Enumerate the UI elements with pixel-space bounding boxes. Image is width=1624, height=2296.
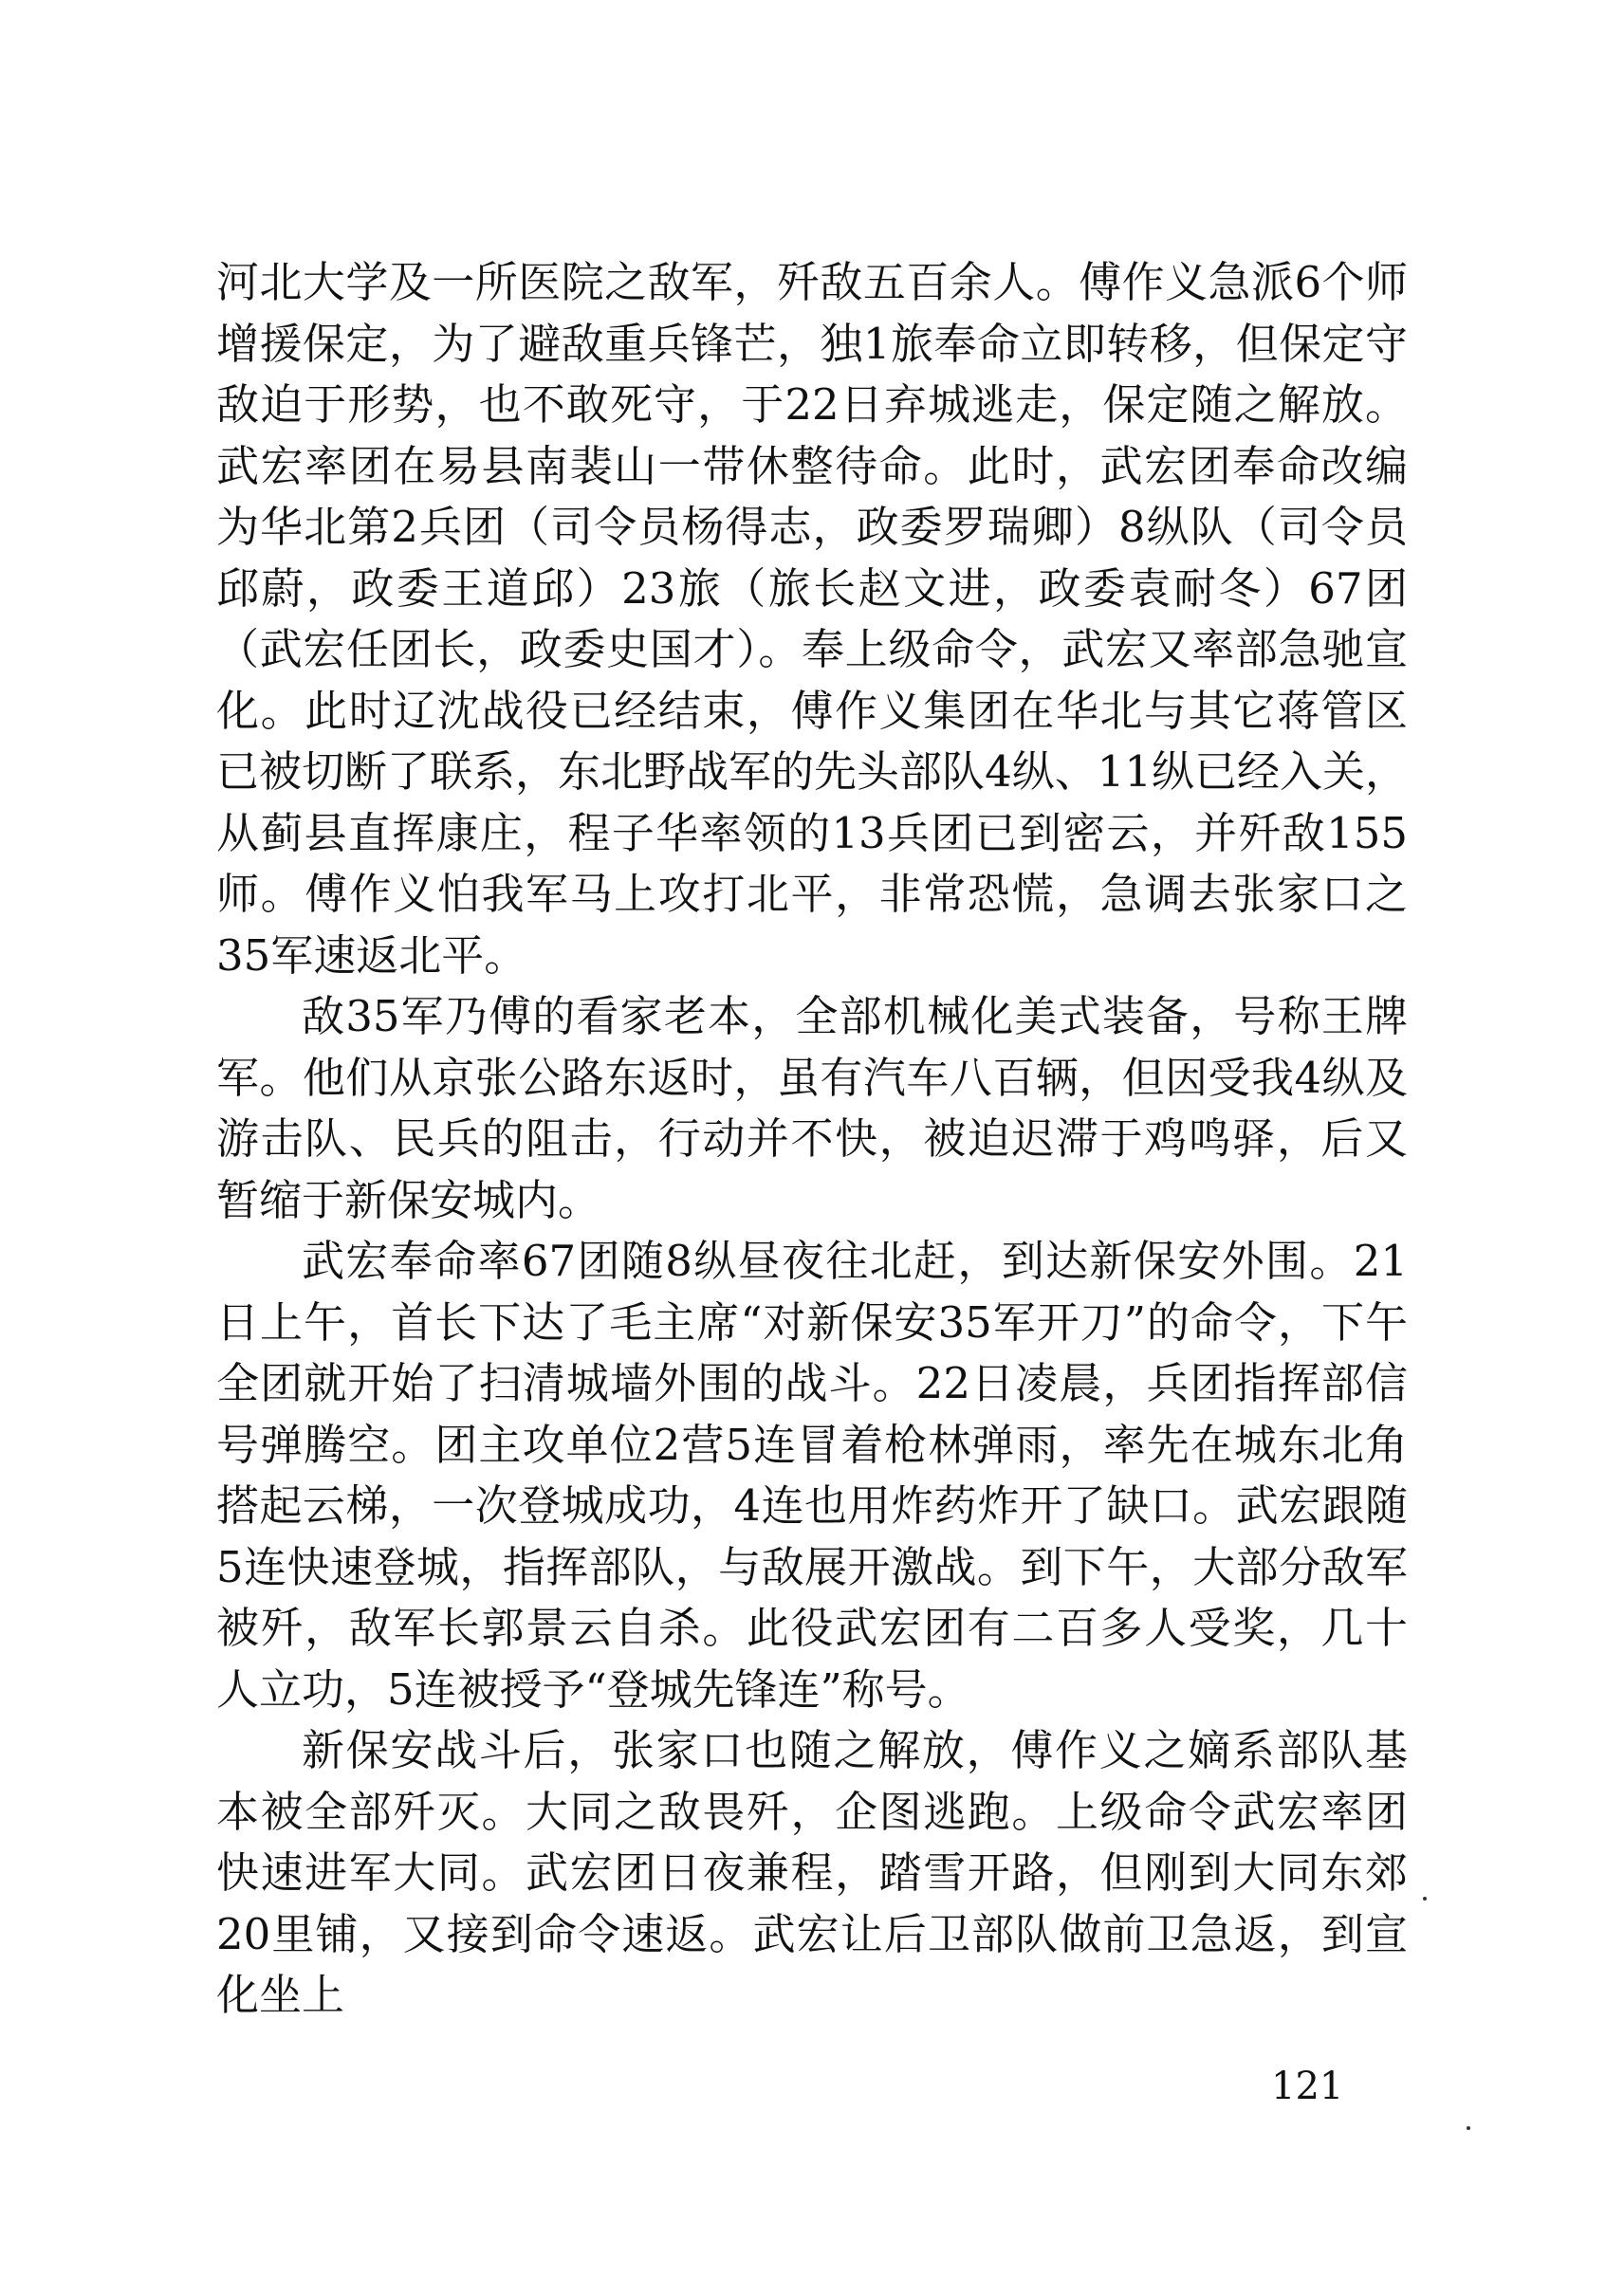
scan-speck: [1423, 1897, 1427, 1901]
body-text: [216, 252, 1408, 2027]
scan-speck: [1467, 2126, 1470, 2130]
paragraph-1: 河北大学及一所医院之敌军，歼敌五百余人。傅作义急派6个师增援保定，为了避敌重兵锋芒，独1旅奉命立即转移，但保定守敌迫于形势，也不敢死守，于22日弃城逃走，保定随之解放。武宏率团在易县南裴山一带休整待命。此时，武宏团奉命改编为华北第2兵团（司令员杨得志，政委罗瑞卿）8纵队（司令员邱蔚，政委王道邱）23旅（旅长赵文进，政委袁耐冬）67团（武宏任团长，政委史国才）。奉上级命令，武宏又率部急驰宣化。此时辽沈战役已经结束，傅作义集团在华北与其它蒋管区已被切断了联系，东北野战军的先头部队4纵、11纵已经入关，从蓟县直挥康庄，程子华率领的13兵团已到密云，并歼敌155师。傅作义怕我军马上攻打北平，非常恐慌，急调去张家口之35军速返北平。: [216, 257, 1408, 981]
paragraph-3: 武宏奉命率67团随8纵昼夜往北赶，到达新保安外围。21日上午，首长下达了毛主席“对新保安35军开刀”的命令，下午全团就开始了扫清城墙外围的战斗。22日凌晨，兵团指挥部信号弹腾空。团主攻单位2营5连冒着枪林弹雨，率先在城东北角搭起云梯，一次登城成功，4连也用炸药炸开了缺口。武宏跟随5连快速登城，指挥部队，与敌展开激战。到下午，大部分敌军被歼，敌军长郭景云自杀。此役武宏团有二百多人受奖，几十人立功，5连被授予“登城先锋连”称号。: [216, 1236, 1408, 1715]
paragraph-4: 新保安战斗后，张家口也随之解放，傅作义之嫡系部队基本被全部歼灭。大同之敌畏歼，企图逃跑。上级命令武宏率团快速进军大同。武宏团日夜兼程，踏雪开路，但刚到大同东郊20里铺，又接到命令速返。武宏让后卫部队做前卫急返，到宣化坐上: [216, 1725, 1408, 2020]
page-number: 121: [1271, 2065, 1344, 2108]
paragraph-2: 敌35军乃傅的看家老本，全部机械化美式装备，号称王牌军。他们从京张公路东返时，虽有汽车八百辆，但因受我4纵及游击队、民兵的阻击，行动并不快，被迫迟滞于鸡鸣驿，后又暂缩于新保安城内。: [216, 991, 1408, 1225]
